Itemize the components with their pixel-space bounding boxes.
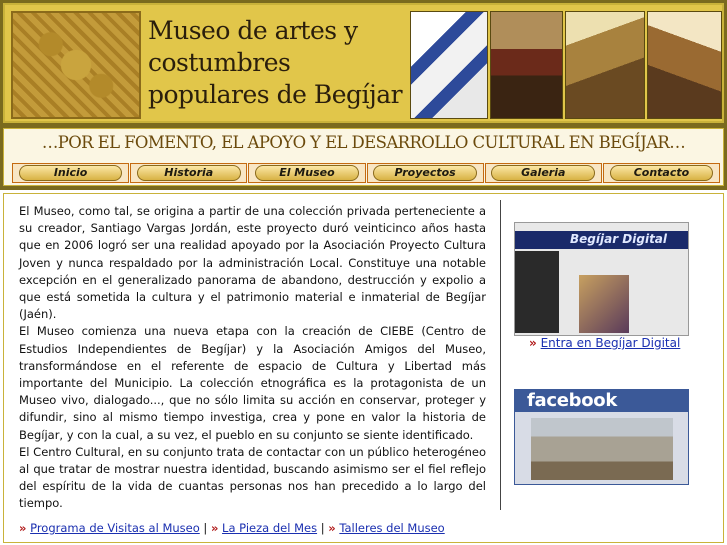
- facebook-logo: facebook: [527, 390, 618, 411]
- nav-contacto[interactable]: [603, 163, 720, 183]
- facebook-widget[interactable]: [514, 389, 689, 485]
- nav-historia[interactable]: [130, 163, 247, 183]
- link-talleres[interactable]: Talleres del Museo: [339, 521, 445, 535]
- article-paragraph: El Museo comienza una nueva etapa con la creación de CIEBE (Centro de Estudios Independientes de Begíjar) y la Asociación Amigos del Museo, transformándose en el referente de espacio de Cultura y Libertad más importante del Municipio. La colección etnográfica es la protagonista de un Museo vivo, dialogado..., que no sólo limita su acción en conservar, proteger y difundir, sino al mismo tiempo investiga, crea y pone en valor la historia de Begíjar, y con la cual, a su vez, el pueblo en su conjunto se siente identificado.: [19, 324, 486, 442]
- nav-proyectos[interactable]: [367, 163, 484, 183]
- nav-inicio[interactable]: [12, 163, 129, 183]
- thumbnail-poster: [579, 275, 629, 333]
- slogan-text: …POR EL FOMENTO, EL APOYO Y EL DESARROLLO CULTURAL EN BEGÍJAR…: [41, 133, 686, 152]
- link-separator: |: [320, 521, 325, 535]
- site-title: Museo de artes y costumbres populares de Begíjar: [148, 16, 403, 109]
- main-nav: [12, 163, 720, 183]
- interior-photo: [490, 11, 564, 119]
- bullet-arrow: »: [328, 521, 336, 535]
- nav-label: Historia: [137, 165, 241, 181]
- thumbnail-menu: [515, 251, 559, 333]
- bullet-arrow: »: [529, 336, 537, 350]
- museum-building-photo: [531, 418, 673, 480]
- nav-label: Galeria: [491, 165, 595, 181]
- link-programa-visitas[interactable]: Programa de Visitas al Museo: [30, 521, 200, 535]
- facebook-header: [515, 390, 688, 412]
- nav-galeria[interactable]: [485, 163, 602, 183]
- ceramic-jar-photo: [410, 11, 488, 119]
- bullet-arrow: »: [210, 521, 219, 535]
- exhibit-photo: [565, 11, 644, 119]
- thumbnail-title: Begíjar Digital: [570, 232, 668, 246]
- column-divider: [500, 200, 501, 510]
- nav-label: Contacto: [610, 165, 714, 181]
- header-frame: [3, 3, 724, 123]
- coat-of-arms-icon: [11, 11, 141, 119]
- article-paragraph: El Centro Cultural, en su conjunto trata de contactar con un público heterogéneo al que tratar de mostrar nuestra identidad, buscando asimismo ser el fiel reflejo del espíritu de la vida de cuantas personas nos han precedido a lo largo del tiempo.: [19, 444, 486, 511]
- nav-label: Proyectos: [373, 165, 477, 181]
- link-pieza-del-mes[interactable]: La Pieza del Mes: [222, 521, 318, 535]
- header-banner: [0, 0, 727, 126]
- bullet-arrow: »: [19, 521, 27, 535]
- article-paragraph: El Museo, como tal, se origina a partir de una colección privada perteneciente a su creador, Santiago Vargas Jordán, este proyecto duró veinticinco años hasta que en 2006 logró ser una realidad apoyado por la Asociación Proyecto Cultura Joven y nunca respaldado por la administración Local. Constituye una notable excepción en el generalizado panorama de abandono, destrucción y expolio a que está sometida la cultura y el patrimonio material e inmaterial de Begíjar (Jaén).: [19, 204, 486, 322]
- begijar-digital-link-row: [529, 336, 680, 350]
- begijar-digital-link[interactable]: Entra en Begíjar Digital: [540, 336, 681, 350]
- nav-label: El Museo: [255, 165, 359, 181]
- header-photos: [410, 11, 722, 119]
- article-body: [19, 203, 486, 513]
- nav-el-museo[interactable]: [248, 163, 365, 183]
- nav-label: Inicio: [19, 165, 123, 181]
- main-content: [3, 193, 724, 543]
- tools-photo: [647, 11, 723, 119]
- museum-links: [19, 521, 445, 535]
- link-separator: |: [203, 521, 208, 535]
- slogan-box: [3, 128, 724, 186]
- begijar-digital-thumbnail[interactable]: [514, 222, 689, 336]
